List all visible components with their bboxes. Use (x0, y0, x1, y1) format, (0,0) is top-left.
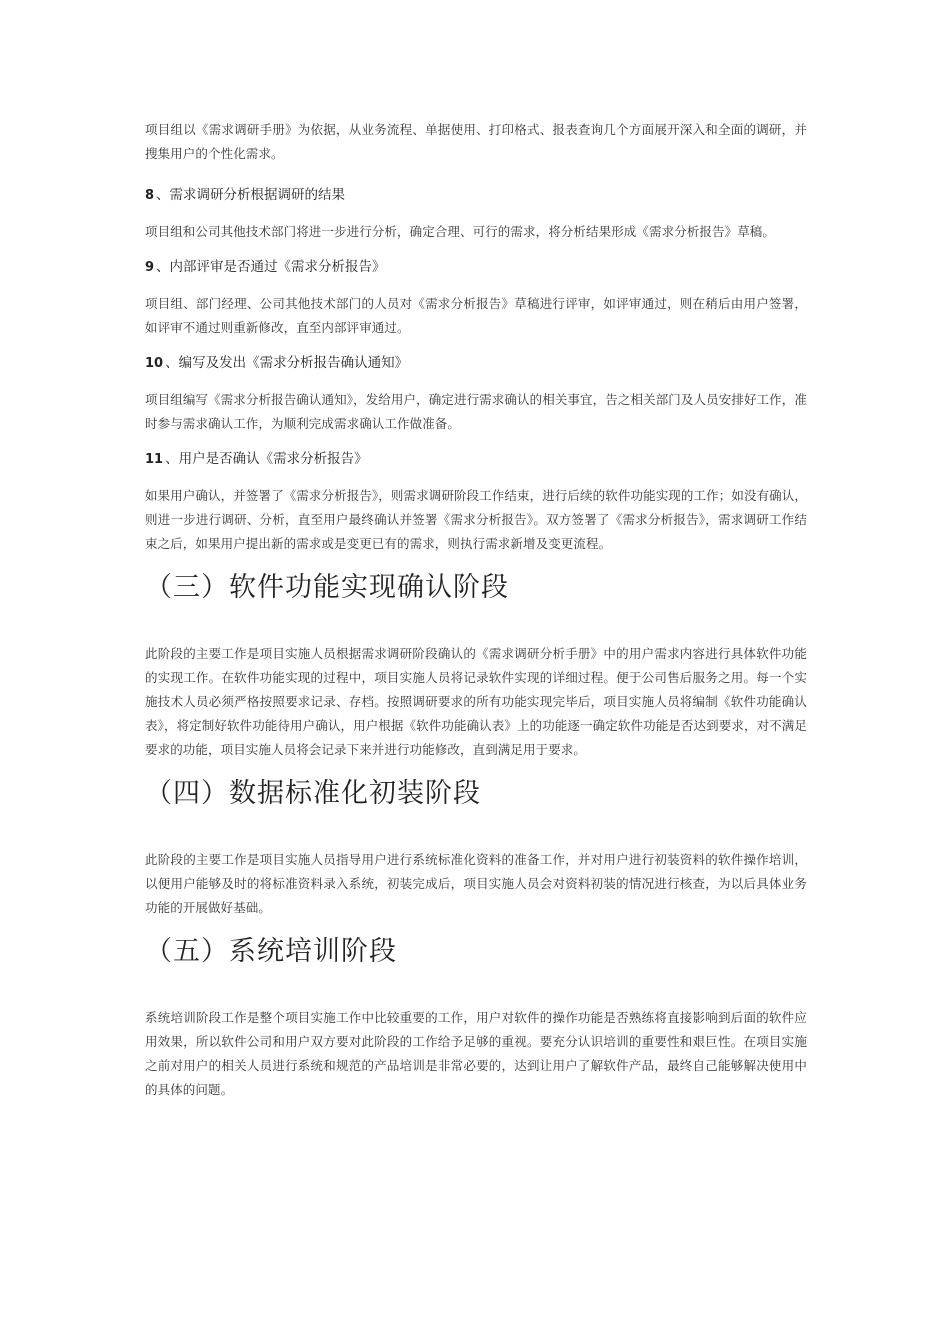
paragraph: 此阶段的主要工作是项目实施人员指导用户进行系统标准化资料的准备工作，并对用户进行初装资料的软件操作培训，以便用户能够及时的将标准资料录入系统，初装完成后，项目实施人员会对资料初装的情况进行核查，为以后具体业务功能的开展做好基础。 (145, 852, 807, 915)
step-title: 、用户是否确认《需求分析报告》 (165, 451, 368, 467)
paragraph: 项目组编写《需求分析报告确认通知》，发给用户，确定进行需求确认的相关事宜，告之相关部门及人员安排好工作，准时参与需求确认工作，为顺利完成需求确认工作做准备。 (145, 392, 807, 431)
document-page (145, 118, 807, 1114)
section-heading-5: （五）系统培训阶段 (145, 936, 397, 967)
section-heading-3: （三）软件功能实现确认阶段 (145, 572, 509, 603)
paragraph: 项目组、部门经理、公司其他技术部门的人员对《需求分析报告》草稿进行评审，如评审通过，则在稍后由用户签署，如评审不通过则重新修改，直至内部评审通过。 (145, 296, 807, 335)
step-number: 9 (145, 260, 155, 275)
paragraph: 项目组和公司其他技术部门将进一步进行分析，确定合理、可行的需求，将分析结果形成《需求分析报告》草稿。 (145, 224, 776, 239)
step-number: 8 (145, 188, 155, 203)
step-title: 、需求调研分析根据调研的结果 (156, 187, 346, 203)
section-heading-4: （四）数据标准化初装阶段 (145, 778, 481, 809)
step-number: 11 (145, 452, 164, 467)
paragraph: 项目组以《需求调研手册》为依据，从业务流程、单据使用、打印格式、报表查询几个方面展开深入和全面的调研，并搜集用户的个性化需求。 (145, 122, 807, 161)
step-heading-8 (145, 184, 807, 207)
paragraph: 如果用户确认，并签署了《需求分析报告》，则需求调研阶段工作结束，进行后续的软件功能实现的工作；如没有确认，则进一步进行调研、分析，直至用户最终确认并签署《需求分析报告》。双方签署了《需求分析报告》，需求调研工作结束之后，如果用户提出新的需求或是变更已有的需求，则执行需求新增及变更流程。 (145, 488, 807, 551)
step-number: 10 (145, 356, 164, 371)
step-heading-9 (145, 256, 807, 279)
step-heading-10 (145, 352, 807, 375)
paragraph: 系统培训阶段工作是整个项目实施工作中比较重要的工作，用户对软件的操作功能是否熟练将直接影响到后面的软件应用效果，所以软件公司和用户双方要对此阶段的工作给予足够的重视。要充分认识培训的重要性和艰巨性。在项目实施之前对用户的相关人员进行系统和规范的产品培训是非常必要的，达到让用户了解软件产品，最终自己能够解决使用中的具体的问题。 (145, 1010, 807, 1097)
paragraph: 此阶段的主要工作是项目实施人员根据需求调研阶段确认的《需求调研分析手册》中的用户需求内容进行具体软件功能的实现工作。在软件功能实现的过程中，项目实施人员将记录软件实现的详细过程。便于公司售后服务之用。每一个实施技术人员必须严格按照要求记录、存档。按照调研要求的所有功能实现完毕后，项目实施人员将编制《软件功能确认表》，将定制好软件功能待用户确认，用户根据《软件功能确认表》上的功能逐一确定软件功能是否达到要求，对不满足要求的功能，项目实施人员将会记录下来并进行功能修改，直到满足用于要求。 (145, 646, 807, 757)
step-heading-11 (145, 448, 807, 471)
step-title: 、内部评审是否通过《需求分析报告》 (156, 259, 386, 275)
step-title: 、编写及发出《需求分析报告确认通知》 (165, 355, 409, 371)
